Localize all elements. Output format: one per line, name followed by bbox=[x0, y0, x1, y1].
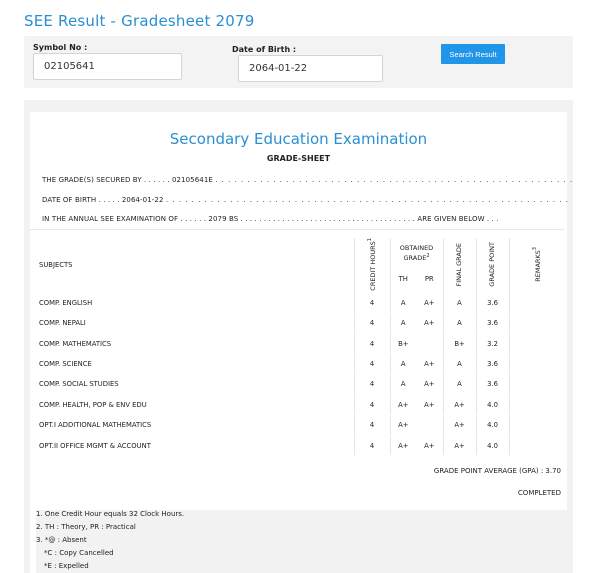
grade-point-cell: 3.6 bbox=[476, 313, 509, 333]
info-secured-by-suffix: . . . . . . . . . . . . . . . . . . . . . . . . . . . . . . . . . . . . . . . . . . . . . . . . . . . . . . . . bbox=[215, 176, 574, 184]
header-final-grade: FINAL GRADE bbox=[443, 238, 476, 293]
info-dob-suffix: . . . . . . . . . . . . . . . . . . . . . . . . . . . . . . . . . . . . . . . . . . . . . . . . . . . . . . . . . . . . . . . bbox=[165, 196, 569, 204]
grade-point-cell: 4.0 bbox=[476, 435, 509, 455]
gradesheet bbox=[30, 112, 574, 573]
grade-point-cell: 3.6 bbox=[476, 293, 509, 313]
table-row bbox=[32, 313, 566, 333]
table-row bbox=[32, 435, 566, 455]
grade-point-cell: 3.2 bbox=[476, 334, 509, 354]
credit-cell: 4 bbox=[354, 435, 390, 455]
final-grade-cell: A bbox=[443, 374, 476, 394]
page-title: SEE Result - Gradesheet 2079 bbox=[24, 12, 255, 30]
header-pr: PR bbox=[424, 275, 434, 284]
symbol-no-label: Symbol No : bbox=[33, 43, 88, 52]
remarks-cell bbox=[509, 354, 566, 374]
table-row bbox=[32, 354, 566, 374]
gpa-label: GRADE POINT AVERAGE (GPA) : bbox=[433, 467, 544, 475]
grade-point-cell: 3.6 bbox=[476, 354, 509, 374]
dob-input[interactable]: 2064-01-22 bbox=[238, 55, 383, 82]
credit-cell: 4 bbox=[354, 334, 390, 354]
note-expelled: *E : Expelled bbox=[44, 562, 89, 570]
th-grade-cell: A bbox=[390, 293, 416, 313]
credit-cell: 4 bbox=[354, 293, 390, 313]
th-grade-cell: A bbox=[390, 354, 416, 374]
subject-cell: COMP. HEALTH, POP & ENV EDU bbox=[32, 395, 354, 415]
info-dob-prefix: DATE OF BIRTH . . . . . bbox=[42, 196, 120, 204]
grade-point-cell: 3.6 bbox=[476, 374, 509, 394]
subject-cell: OPT.II OFFICE MGMT & ACCOUNT bbox=[32, 435, 354, 455]
grade-point-cell: 4.0 bbox=[476, 395, 509, 415]
info-exam-suffix: . . . . . . . . . . . . . . . . . . . . . . . . . . . . . . . . . . . . . . ARE GIVEN BELOW . . . bbox=[240, 215, 499, 223]
info-exam-value: 2079 BS bbox=[208, 215, 239, 223]
credit-cell: 4 bbox=[354, 354, 390, 374]
info-secured-by-prefix: THE GRADE(S) SECURED BY . . . . . . bbox=[42, 176, 170, 184]
subject-cell: COMP. SCIENCE bbox=[32, 354, 354, 374]
exam-title: Secondary Education Examination bbox=[169, 130, 428, 148]
gradesheet-heading: GRADE-SHEET bbox=[266, 154, 331, 163]
final-grade-cell: A+ bbox=[443, 435, 476, 455]
header-subjects: SUBJECTS bbox=[39, 261, 73, 270]
final-grade-cell: A bbox=[443, 293, 476, 313]
grades-table bbox=[32, 238, 566, 456]
pr-grade-cell: A+ bbox=[416, 395, 443, 415]
info-symbol-value: 02105641E bbox=[171, 176, 213, 184]
search-result-button[interactable]: Search Result bbox=[441, 44, 505, 64]
remarks-cell bbox=[509, 334, 566, 354]
note-absent: 3. *@ : Absent bbox=[36, 536, 87, 544]
pr-grade-cell: A+ bbox=[416, 435, 443, 455]
final-grade-cell: A bbox=[443, 354, 476, 374]
symbol-no-input[interactable]: 02105641 bbox=[33, 53, 182, 80]
header-remarks: REMARKS$^3$ bbox=[509, 238, 566, 293]
table-row bbox=[32, 293, 566, 313]
subject-cell: COMP. NEPALI bbox=[32, 313, 354, 333]
credit-cell: 4 bbox=[354, 395, 390, 415]
th-grade-cell: A+ bbox=[390, 435, 416, 455]
info-exam-prefix: IN THE ANNUAL SEE EXAMINATION OF . . . . . . bbox=[42, 215, 207, 223]
remarks-cell bbox=[509, 415, 566, 435]
subject-cell: OPT.I ADDITIONAL MATHEMATICS bbox=[32, 415, 354, 435]
remarks-cell bbox=[509, 313, 566, 333]
gpa-line bbox=[434, 467, 561, 475]
th-grade-cell: A+ bbox=[390, 415, 416, 435]
note-th-pr: 2. TH : Theory, PR : Practical bbox=[36, 523, 136, 531]
th-grade-cell: A+ bbox=[390, 395, 416, 415]
th-grade-cell: A bbox=[390, 374, 416, 394]
header-th: TH bbox=[390, 265, 416, 292]
th-grade-cell: B+ bbox=[390, 334, 416, 354]
pr-grade-cell: A+ bbox=[416, 313, 443, 333]
header-grade-point: GRADE POINT bbox=[476, 238, 509, 293]
table-row bbox=[32, 395, 566, 415]
header-obtained-grade: OBTAINED GRADE$^2$ bbox=[390, 238, 443, 265]
final-grade-cell: A bbox=[443, 313, 476, 333]
pr-grade-cell: A+ bbox=[416, 293, 443, 313]
info-dob bbox=[42, 196, 569, 204]
table-row bbox=[32, 415, 566, 435]
credit-cell: 4 bbox=[354, 313, 390, 333]
subject-cell: COMP. ENGLISH bbox=[32, 293, 354, 313]
gpa-value: 3.70 bbox=[545, 467, 561, 475]
info-exam bbox=[42, 215, 499, 223]
remarks-cell bbox=[509, 293, 566, 313]
table-row bbox=[32, 334, 566, 354]
pr-grade-cell: A+ bbox=[416, 374, 443, 394]
final-grade-cell: A+ bbox=[443, 395, 476, 415]
credit-cell: 4 bbox=[354, 374, 390, 394]
subject-cell: COMP. MATHEMATICS bbox=[32, 334, 354, 354]
credit-cell: 4 bbox=[354, 415, 390, 435]
dob-label: Date of Birth : bbox=[232, 45, 297, 54]
note-credit-hours: 1. One Credit Hour equals 32 Clock Hours. bbox=[36, 510, 185, 518]
info-dob-value: 2064-01-22 bbox=[121, 196, 164, 204]
subject-cell: COMP. SOCIAL STUDIES bbox=[32, 374, 354, 394]
table-row bbox=[32, 374, 566, 394]
note-copy-cancelled: *C : Copy Cancelled bbox=[44, 549, 114, 557]
table-top-rule bbox=[30, 229, 564, 230]
final-grade-cell: B+ bbox=[443, 334, 476, 354]
pr-grade-cell: A+ bbox=[416, 354, 443, 374]
header-credit-hours: CREDIT HOURS$^1$ bbox=[354, 238, 390, 293]
remarks-cell bbox=[509, 395, 566, 415]
pr-grade-cell bbox=[416, 415, 443, 435]
final-grade-cell: A+ bbox=[443, 415, 476, 435]
remarks-cell bbox=[509, 435, 566, 455]
th-grade-cell: A bbox=[390, 313, 416, 333]
info-secured-by bbox=[42, 176, 573, 184]
remarks-cell bbox=[509, 374, 566, 394]
pr-grade-cell bbox=[416, 334, 443, 354]
notes-panel bbox=[36, 510, 567, 573]
result-status: COMPLETED bbox=[517, 489, 561, 497]
grade-point-cell: 4.0 bbox=[476, 415, 509, 435]
